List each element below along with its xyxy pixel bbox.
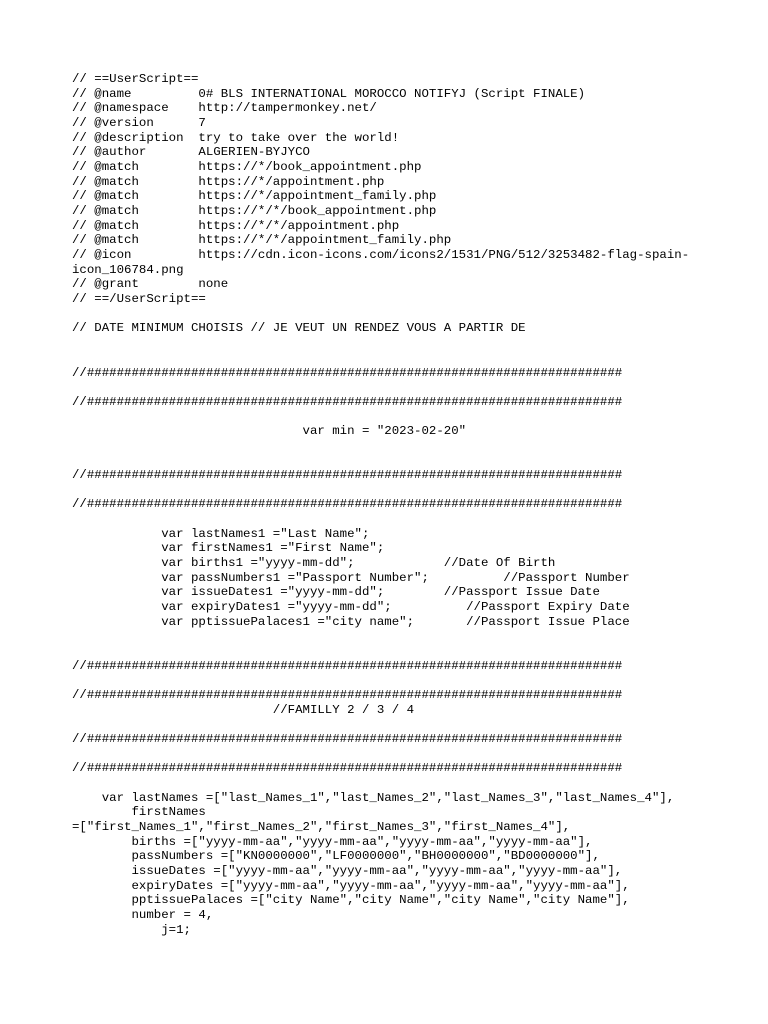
code-line: var firstNames1 ="First Name";	[72, 541, 385, 555]
code-line: var lastNames1 ="Last Name";	[72, 527, 370, 541]
code-line: // ==/UserScript==	[72, 292, 206, 306]
code-line: var births1 ="yyyy-mm-dd"; //Date Of Birth	[72, 556, 556, 570]
separator-line: //########################################################################	[72, 659, 623, 673]
code-line: // @match https://*/appointment.php	[72, 175, 385, 189]
code-line: // @match https://*/*/book_appointment.php	[72, 204, 437, 218]
separator-line: //########################################################################	[72, 732, 623, 746]
code-line: j=1;	[72, 923, 191, 937]
separator-line: //########################################################################	[72, 761, 623, 775]
code-line: // @match https://*/*/appointment_family.php	[72, 233, 452, 247]
code-line: pptissuePalaces =["city Name","city Name","city Name","city Name"],	[72, 893, 630, 907]
code-line: =["first_Names_1","first_Names_2","first_Names_3","first_Names_4"],	[72, 820, 571, 834]
code-line: // @name 0# BLS INTERNATIONAL MOROCCO NOTIFYJ (Script FINALE)	[72, 87, 586, 101]
code-line: var expiryDates1 ="yyyy-mm-dd"; //Passport Expiry Date	[72, 600, 630, 614]
code-line: // ==UserScript==	[72, 72, 199, 86]
code-line: number = 4,	[72, 908, 214, 922]
code-line: // @match https://*/*/appointment.php	[72, 219, 400, 233]
separator-line: //########################################################################	[72, 395, 623, 409]
code-line: icon_106784.png	[72, 263, 184, 277]
code-line: var min = "2023-02-20"	[72, 424, 467, 438]
separator-line: //########################################################################	[72, 468, 623, 482]
code-line: expiryDates =["yyyy-mm-aa","yyyy-mm-aa","yyyy-mm-aa","yyyy-mm-aa"],	[72, 879, 630, 893]
code-line: var passNumbers1 ="Passport Number"; //Passport Number	[72, 571, 630, 585]
code-line: firstNames	[72, 805, 206, 819]
code-line: // @grant none	[72, 277, 229, 291]
code-line: births =["yyyy-mm-aa","yyyy-mm-aa","yyyy-mm-aa","yyyy-mm-aa"],	[72, 835, 593, 849]
code-line: var lastNames =["last_Names_1","last_Names_2","last_Names_3","last_Names_4"],	[72, 791, 675, 805]
code-line: // @icon https://cdn.icon-icons.com/icons2/1531/PNG/512/3253482-flag-spain-	[72, 248, 690, 262]
code-line: // @version 7	[72, 116, 206, 130]
separator-line: //########################################################################	[72, 497, 623, 511]
code-line: // @match https://*/appointment_family.php	[72, 189, 437, 203]
code-line: issueDates =["yyyy-mm-aa","yyyy-mm-aa","yyyy-mm-aa","yyyy-mm-aa"],	[72, 864, 623, 878]
code-line: //FAMILLY 2 / 3 / 4	[72, 703, 415, 717]
code-line: var pptissuePalaces1 ="city name"; //Passport Issue Place	[72, 615, 630, 629]
code-line: passNumbers =["KN0000000","LF0000000","BH0000000","BD0000000"],	[72, 849, 600, 863]
code-line: // DATE MINIMUM CHOISIS // JE VEUT UN RENDEZ VOUS A PARTIR DE	[72, 321, 526, 335]
separator-line: //########################################################################	[72, 688, 623, 702]
code-line: // @author ALGERIEN-BYJYCO	[72, 145, 310, 159]
code-line: // @namespace http://tampermonkey.net/	[72, 101, 377, 115]
code-line: // @match https://*/book_appointment.php	[72, 160, 422, 174]
code-line: // @description try to take over the world!	[72, 131, 400, 145]
separator-line: //########################################################################	[72, 366, 623, 380]
code-line: var issueDates1 ="yyyy-mm-dd"; //Passport Issue Date	[72, 585, 600, 599]
